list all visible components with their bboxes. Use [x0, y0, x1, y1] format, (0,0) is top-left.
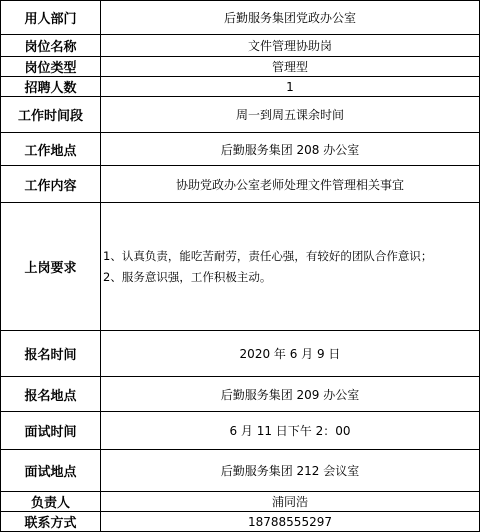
- contact-person-label: 负责人: [1, 492, 101, 512]
- position-name-label: 岗位名称: [1, 35, 101, 57]
- interview-time-value: 6 月 11 日下午 2：00: [101, 412, 480, 450]
- apply-location-label: 报名地点: [1, 377, 101, 412]
- row-work-location: [1, 133, 480, 166]
- apply-time-value: 2020 年 6 月 9 日: [101, 331, 480, 377]
- department-value: 后勤服务集团党政办公室: [101, 1, 480, 35]
- row-apply-time: [1, 331, 480, 377]
- row-interview-location: [1, 450, 480, 492]
- row-work-hours: [1, 97, 480, 133]
- row-contact-phone: [1, 512, 480, 532]
- requirement-line-1: 1、认真负责，能吃苦耐劳，责任心强，有较好的团队合作意识；: [103, 248, 433, 263]
- contact-phone-value: 18788555297: [101, 512, 480, 532]
- apply-time-label: 报名时间: [1, 331, 101, 377]
- position-name-value: 文件管理协助岗: [101, 35, 480, 57]
- row-position-name: [1, 35, 480, 57]
- row-contact-person: [1, 492, 480, 512]
- apply-location-value: 后勤服务集团 209 办公室: [101, 377, 480, 412]
- row-position-type: [1, 57, 480, 77]
- work-hours-value: 周一到周五课余时间: [101, 97, 480, 133]
- requirements-label: 上岗要求: [1, 203, 101, 331]
- work-location-label: 工作地点: [1, 133, 101, 166]
- interview-location-label: 面试地点: [1, 450, 101, 492]
- interview-time-label: 面试时间: [1, 412, 101, 450]
- row-department: [1, 1, 480, 35]
- row-apply-location: [1, 377, 480, 412]
- requirement-line-2: 2、服务意识强，工作积极主动。: [103, 269, 272, 284]
- work-content-value: 协助党政办公室老师处理文件管理相关事宜: [101, 166, 480, 203]
- row-work-content: [1, 166, 480, 203]
- row-headcount: [1, 77, 480, 97]
- position-type-value: 管理型: [101, 57, 480, 77]
- department-label: 用人部门: [1, 1, 101, 35]
- work-content-label: 工作内容: [1, 166, 101, 203]
- row-interview-time: [1, 412, 480, 450]
- work-location-value: 后勤服务集团 208 办公室: [101, 133, 480, 166]
- position-type-label: 岗位类型: [1, 57, 101, 77]
- contact-phone-label: 联系方式: [1, 512, 101, 532]
- headcount-value: 1: [101, 77, 480, 97]
- work-hours-label: 工作时间段: [1, 97, 101, 133]
- requirements-value: [101, 203, 480, 331]
- contact-person-value: 浦同浩: [101, 492, 480, 512]
- headcount-label: 招聘人数: [1, 77, 101, 97]
- interview-location-value: 后勤服务集团 212 会议室: [101, 450, 480, 492]
- row-requirements: [1, 203, 480, 331]
